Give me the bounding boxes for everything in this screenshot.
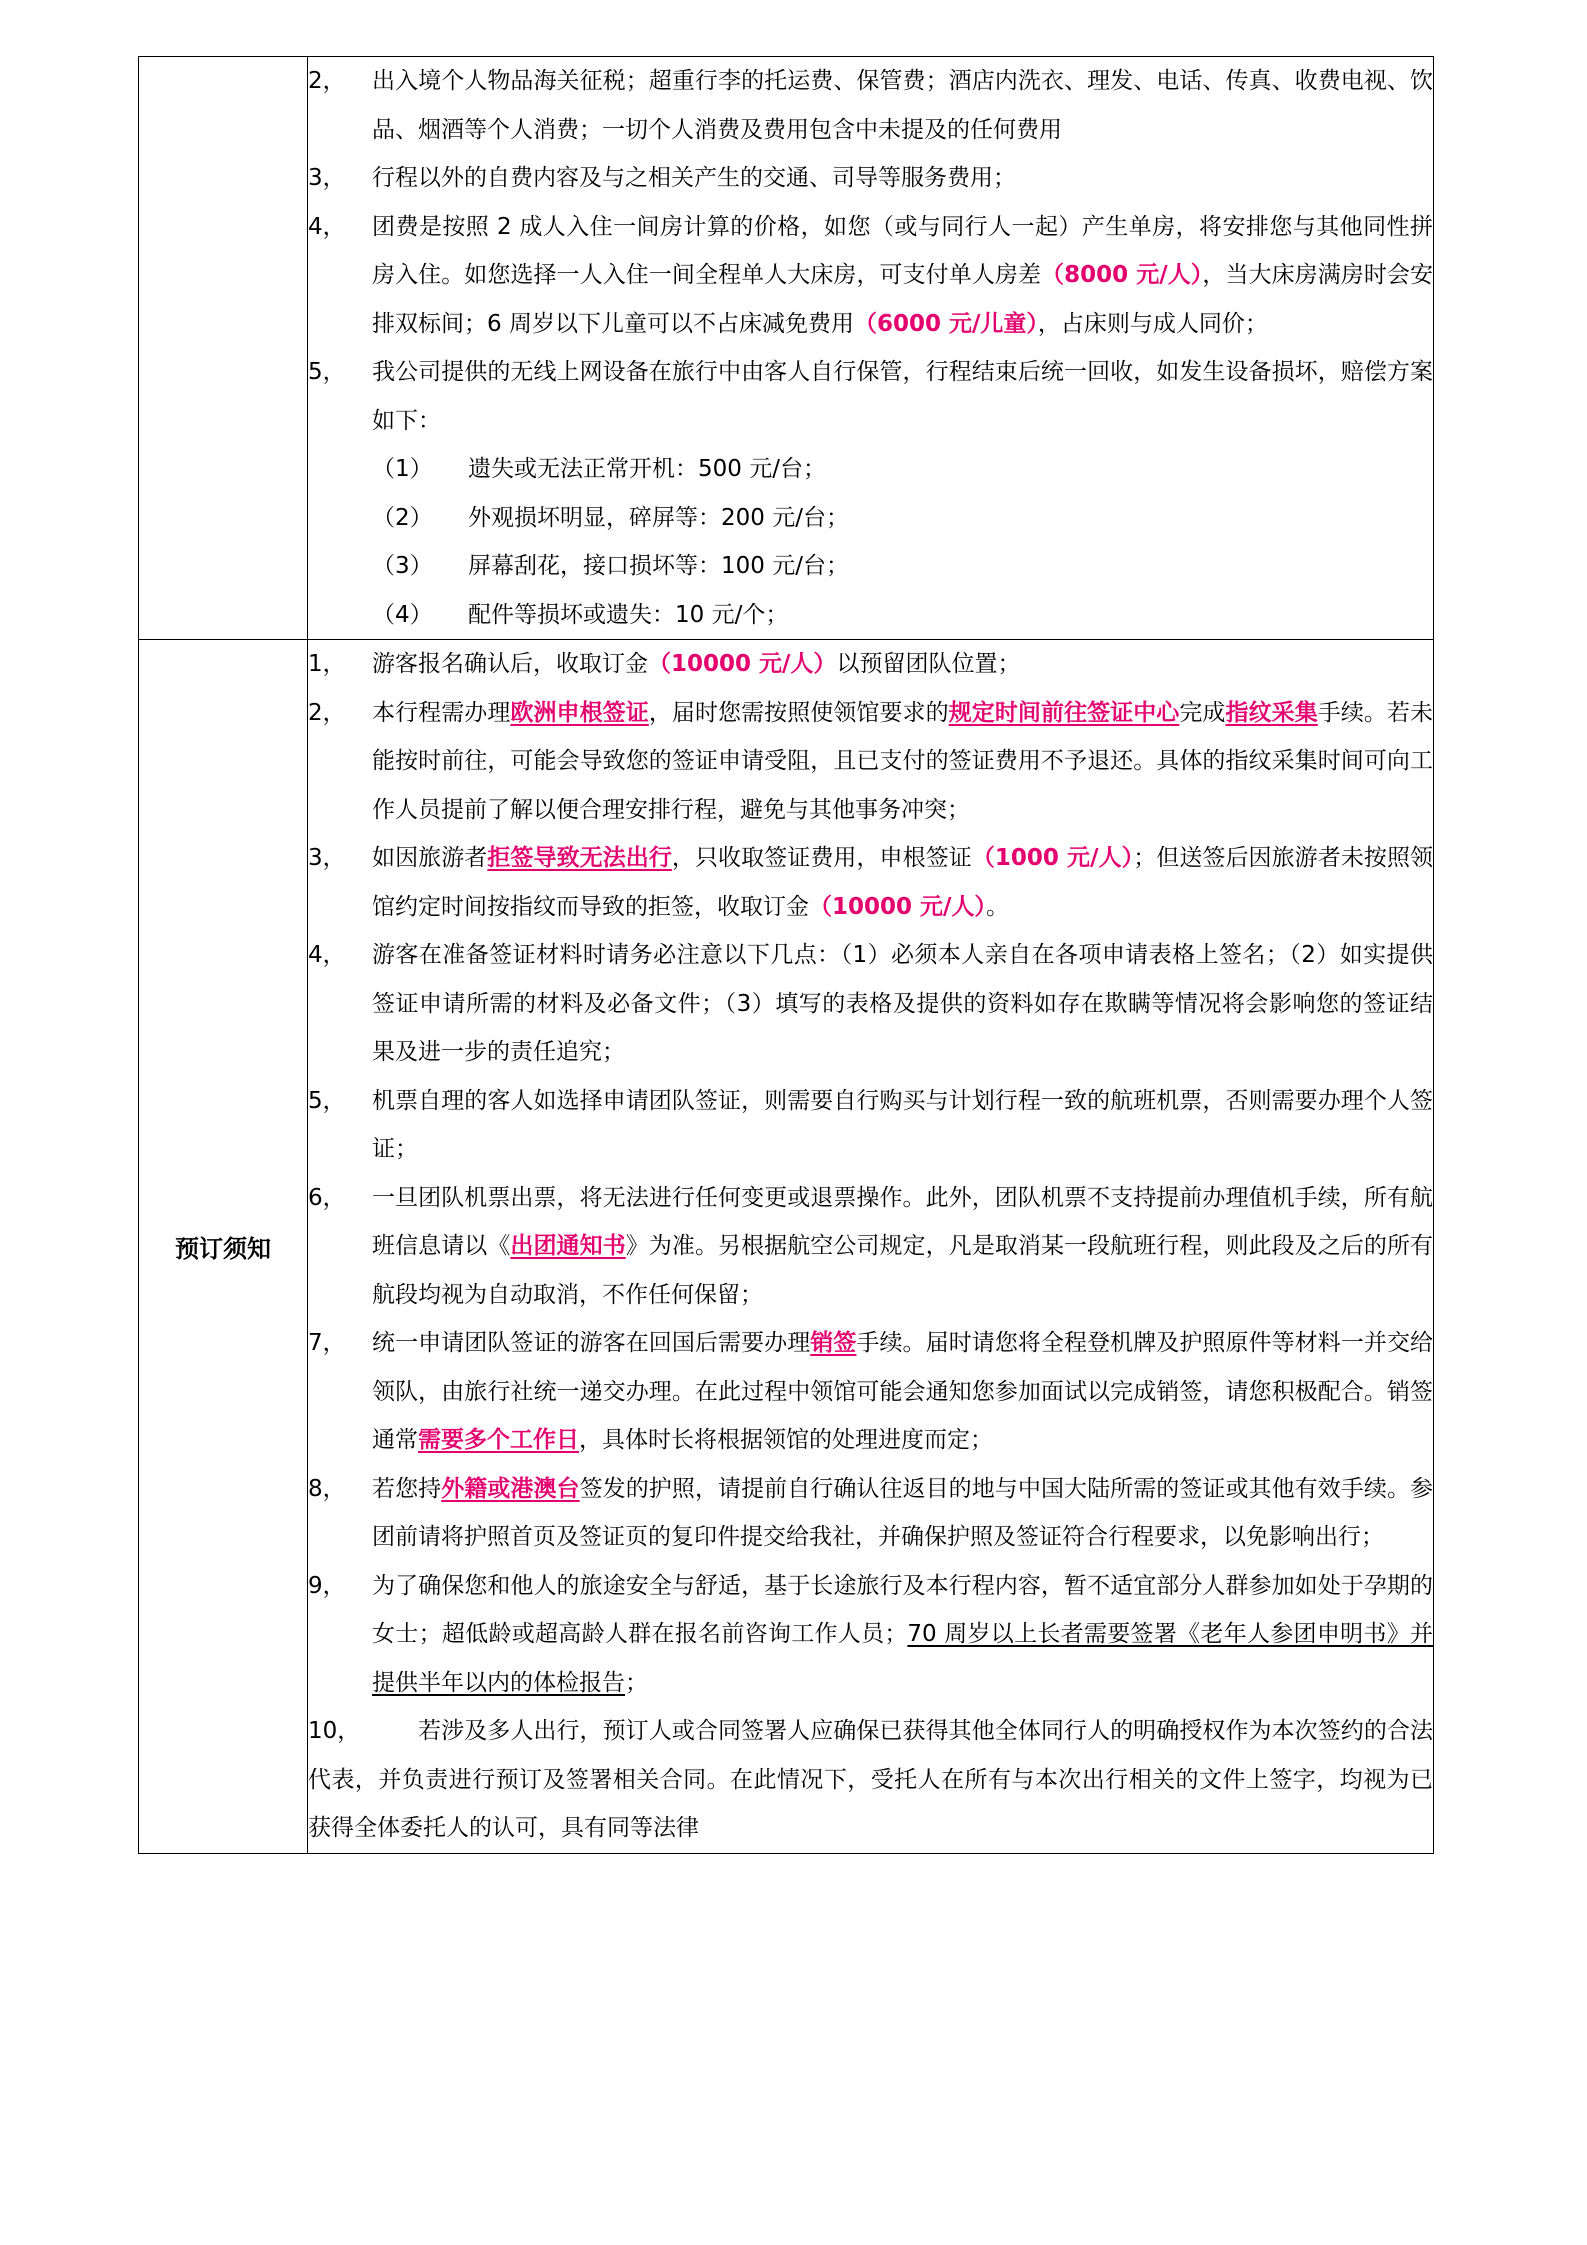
list-item: 9， 为了确保您和他人的旅途安全与舒适，基于长途旅行及本行程内容，暂不适宜部分人群参加如处于孕期的女士；超低龄或超高龄人群在报名前咨询工作人员；70 周岁以上长者需要签署《老年人参团申明书》并提供半年以内的体检报告； (308, 1572, 1434, 1696)
compensation-item: （3） 屏幕刮花，接口损坏等：100 元/台； (372, 553, 849, 579)
list-item: 1， 游客报名确认后，收取订金（10000 元/人）以预留团队位置； (308, 651, 1021, 677)
cost-exclusions-row (139, 57, 1434, 640)
booking-terms-table (138, 56, 1434, 1854)
booking-notice-label: 预订须知 (175, 1234, 271, 1263)
list-item: 2， 出入境个人物品海关征税；超重行李的托运费、保管费；酒店内洗衣、理发、电话、传真、收费电视、饮品、烟酒等个人消费；一切个人消费及费用包含中未提及的任何费用 (308, 68, 1433, 143)
list-item: 10， 若涉及多人出行，预订人或合同签署人应确保已获得其他全体同行人的明确授权作为本次签约的合法代表，并负责进行预订及签署相关合同。在此情况下，受托人在所有与本次出行相关的文件上签字，均视为已获得全体委托人的认可，具有同等法律 (308, 1718, 1433, 1841)
booking-notice-content (308, 640, 1434, 1854)
list-item: 8， 若您持外籍或港澳台签发的护照，请提前自行确认往返目的地与中国大陆所需的签证或其他有效手续。参团前请将护照首页及签证页的复印件提交给我社，并确保护照及签证符合行程要求，以免影响出行； (308, 1475, 1434, 1550)
booking-notice-label-cell (139, 640, 308, 1854)
compensation-item: （2） 外观损坏明显，碎屏等：200 元/台； (372, 504, 849, 531)
single-room-price: （8000 元/人） (1041, 262, 1203, 288)
list-item: 6， 一旦团队机票出票，将无法进行任何变更或退票操作。此外，团队机票不支持提前办理值机手续，所有航班信息请以《出团通知书》为准。另根据航空公司规定，凡是取消某一段航班行程，则此段及之后的所有航段均视为自动取消，不作任何保留； (308, 1184, 1434, 1308)
row-label-empty (139, 57, 308, 640)
list-item: 2， 本行程需办理欧洲申根签证，届时您需按照使领馆要求的规定时间前往签证中心完成指纹采集手续。若未能按时前往，可能会导致您的签证申请受阻，且已支付的签证费用不予退还。具体的指纹采集时间可向工作人员提前了解以便合理安排行程，避免与其他事务冲突； (308, 699, 1434, 823)
deposit-amount: （10000 元/人） (648, 651, 837, 677)
list-item: 4， 游客在准备签证材料时请务必注意以下几点：（1）必须本人亲自在各项申请表格上签名；（2）如实提供签证申请所需的材料及必备文件；（3）填写的表格及提供的资料如存在欺瞒等情况将会影响您的签证结果及进一步的责任追究； (308, 942, 1433, 1065)
list-item: 3， 如因旅游者拒签导致无法出行，只收取签证费用，申根签证（1000 元/人）；但送签后因旅游者未按照领馆约定时间按指纹而导致的拒签，收取订金（10000 元/人）。 (308, 845, 1434, 920)
list-item: 5， 机票自理的客人如选择申请团队签证，则需要自行购买与计划行程一致的航班机票，否则需要办理个人签证； (308, 1087, 1433, 1162)
list-item: 3， 行程以外的自费内容及与之相关产生的交通、司导等服务费用； (308, 165, 1016, 191)
compensation-item: （1） 遗失或无法正常开机：500 元/台； (372, 456, 826, 482)
list-item: 7， 统一申请团队签证的游客在回国后需要办理销签手续。届时请您将全程登机牌及护照原件等材料一并交给领队，由旅行社统一递交办理。在此过程中领馆可能会通知您参加面试以完成销签，请您积极配合。销签通常需要多个工作日，具体时长将根据领馆的处理进度而定； (308, 1330, 1434, 1453)
list-item: 5， 我公司提供的无线上网设备在旅行中由客人自行保管，行程结束后统一回收，如发生设备损坏，赔偿方案如下： (308, 359, 1433, 434)
booking-notice-row (139, 640, 1434, 1854)
cost-exclusions-content (308, 57, 1434, 640)
child-discount-price: （6000 元/儿童） (853, 310, 1038, 337)
compensation-item: （4） 配件等损坏或遗失：10 元/个； (372, 601, 789, 628)
single-room-item: 4， 团费是按照 2 成人入住一间房计算的价格，如您（或与同行人一起）产生单房，将安排您与其他同性拼房入住。如您选择一人入住一间全程单人大床房，可支付单人房差（8000 元/人），当大床房满房时会安排双标间；6 周岁以下儿童可以不占床减免费用（6000 元/儿童），占床则与成人同价； (308, 213, 1434, 337)
